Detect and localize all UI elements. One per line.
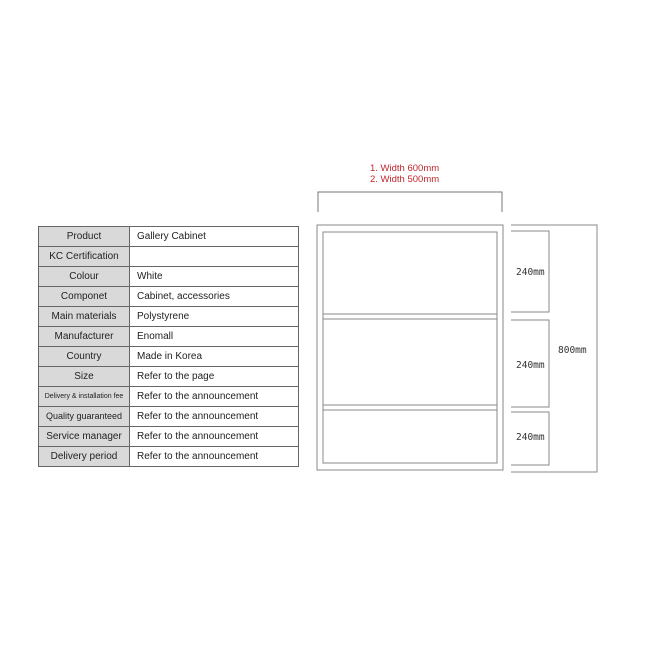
row-label: Service manager bbox=[39, 427, 130, 447]
row-value: Cabinet, accessories bbox=[130, 287, 299, 307]
width-bracket bbox=[318, 192, 502, 212]
row-label: Delivery period bbox=[39, 447, 130, 467]
section-height-label: 240mm bbox=[516, 267, 545, 278]
shelf bbox=[323, 405, 497, 410]
shelf bbox=[323, 314, 497, 319]
row-label: Product bbox=[39, 227, 130, 247]
row-value: Enomall bbox=[130, 327, 299, 347]
row-value: Refer to the announcement bbox=[130, 427, 299, 447]
row-label: Colour bbox=[39, 267, 130, 287]
row-label: KC Certification bbox=[39, 247, 130, 267]
row-label: Manufacturer bbox=[39, 327, 130, 347]
cabinet-inner-frame bbox=[323, 232, 497, 463]
row-label: Size bbox=[39, 367, 130, 387]
cabinet-outer-frame bbox=[317, 225, 503, 470]
row-value: Polystyrene bbox=[130, 307, 299, 327]
section-height-label: 240mm bbox=[516, 360, 545, 371]
row-value: Made in Korea bbox=[130, 347, 299, 367]
row-value: Refer to the page bbox=[130, 367, 299, 387]
row-label: Quality guaranteed bbox=[39, 407, 130, 427]
row-label: Main materials bbox=[39, 307, 130, 327]
section-height-label: 240mm bbox=[516, 432, 545, 443]
row-value: Refer to the announcement bbox=[130, 447, 299, 467]
row-label: Delivery & installation fee bbox=[39, 387, 130, 407]
row-value: Refer to the announcement bbox=[130, 407, 299, 427]
row-label: Country bbox=[39, 347, 130, 367]
width-option-2: 2. Width 500mm bbox=[370, 174, 440, 185]
row-value: Gallery Cabinet bbox=[130, 227, 299, 247]
width-option-1: 1. Width 600mm bbox=[370, 163, 440, 174]
row-value: Refer to the announcement bbox=[130, 387, 299, 407]
row-label: Componet bbox=[39, 287, 130, 307]
row-value: White bbox=[130, 267, 299, 287]
total-height-label: 800mm bbox=[558, 345, 587, 356]
